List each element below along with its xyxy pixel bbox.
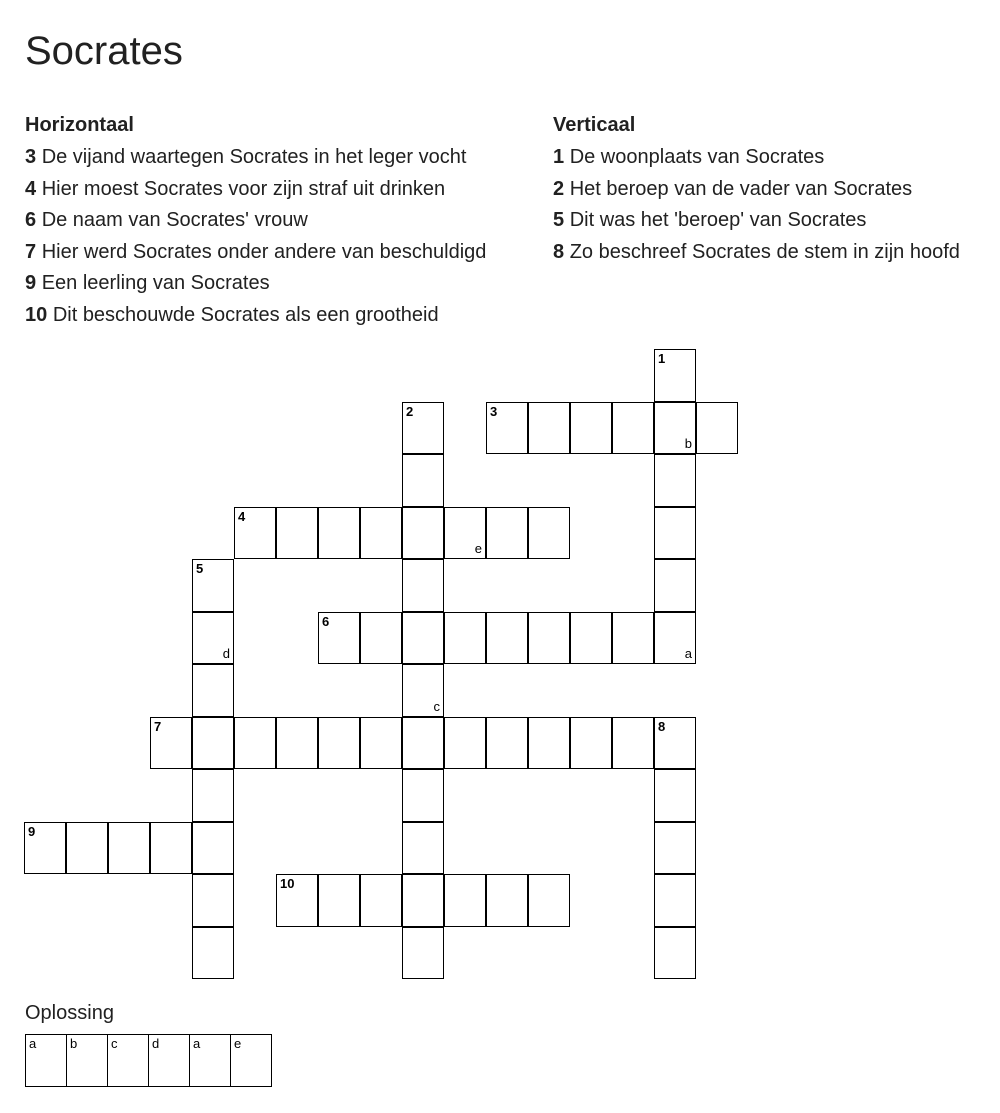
grid-cell[interactable] [360, 507, 402, 560]
grid-cell[interactable] [192, 664, 234, 717]
solution-letter: e [234, 1036, 242, 1051]
grid-cell[interactable] [192, 717, 234, 770]
grid-cell[interactable] [108, 822, 150, 875]
across-clue: 9 Een leerling van Socrates [25, 272, 270, 295]
down-clue: 8 Zo beschreef Socrates de stem in zijn hoofd [553, 240, 960, 263]
across-clues [25, 112, 486, 332]
grid-cell[interactable] [150, 717, 192, 770]
grid-cell[interactable] [444, 874, 486, 927]
clue-number: 8 [658, 718, 666, 734]
clue-number: 2 [406, 403, 414, 419]
grid-cell[interactable] [612, 717, 654, 770]
grid-cell[interactable] [444, 507, 486, 560]
grid-cell[interactable] [486, 717, 528, 770]
grid-cell[interactable] [192, 927, 234, 980]
solution-letter: b [70, 1036, 78, 1051]
grid-cell[interactable] [654, 612, 696, 665]
solution-cell[interactable] [148, 1034, 190, 1087]
down-clue: 5 Dit was het 'beroep' van Socrates [553, 209, 867, 232]
grid-cell[interactable] [444, 612, 486, 665]
grid-cell[interactable] [318, 507, 360, 560]
grid-cell[interactable] [654, 402, 696, 455]
grid-cell[interactable] [276, 874, 318, 927]
clue-number: 1 [658, 351, 666, 366]
grid-cell[interactable] [234, 717, 276, 770]
solution-cell[interactable] [25, 1034, 67, 1087]
down-heading: Verticaal [553, 114, 636, 136]
grid-cell[interactable] [402, 874, 444, 927]
grid-cell[interactable] [192, 822, 234, 875]
clue-number: 5 [196, 561, 204, 576]
grid-cell[interactable] [276, 507, 318, 560]
grid-cell[interactable] [360, 874, 402, 927]
clue-number: 6 [322, 613, 330, 629]
solution-marker: d [222, 646, 230, 661]
crossword-grid [25, 350, 745, 985]
clue-number: 7 [154, 718, 162, 734]
solution-marker: c [433, 698, 440, 714]
across-clue: 7 Hier werd Socrates onder andere van beschuldigd [25, 240, 487, 263]
grid-cell[interactable] [486, 874, 528, 927]
grid-cell[interactable] [402, 454, 444, 507]
grid-cell[interactable] [654, 769, 696, 822]
grid-cell[interactable] [696, 402, 738, 455]
grid-cell[interactable] [192, 874, 234, 927]
grid-cell[interactable] [570, 717, 612, 770]
grid-cell[interactable] [402, 559, 444, 612]
grid-cell[interactable] [234, 507, 276, 560]
solution-marker: a [684, 646, 692, 661]
grid-cell[interactable] [402, 822, 444, 875]
down-clue: 2 Het beroep van de vader van Socrates [553, 177, 913, 200]
grid-cell[interactable] [654, 822, 696, 875]
grid-cell[interactable] [486, 612, 528, 665]
grid-cell[interactable] [486, 507, 528, 560]
across-clue: 10 Dit beschouwde Socrates als een grootheid [25, 303, 439, 326]
grid-cell[interactable] [192, 559, 234, 612]
grid-cell[interactable] [402, 769, 444, 822]
grid-cell[interactable] [528, 874, 570, 927]
solution-cell[interactable] [189, 1034, 231, 1087]
across-clue: 4 Hier moest Socrates voor zijn straf uit drinken [25, 177, 446, 200]
grid-cell[interactable] [486, 402, 528, 455]
grid-cell[interactable] [24, 822, 66, 875]
grid-cell[interactable] [654, 927, 696, 980]
grid-cell[interactable] [654, 507, 696, 560]
grid-cell[interactable] [612, 402, 654, 455]
clue-number: 9 [28, 823, 36, 839]
solution-marker: e [474, 541, 482, 556]
solution-letter: a [29, 1036, 37, 1051]
solution-marker: b [684, 436, 692, 451]
grid-cell[interactable] [192, 612, 234, 665]
clue-number: 3 [490, 403, 498, 419]
grid-cell[interactable] [150, 822, 192, 875]
page-title: Socrates [25, 29, 183, 73]
grid-cell[interactable] [528, 402, 570, 455]
across-clue: 6 De naam van Socrates' vrouw [25, 209, 308, 232]
solution-letter: c [111, 1036, 118, 1051]
solution-row [25, 1034, 272, 1087]
solution-cell[interactable] [66, 1034, 108, 1087]
grid-cell[interactable] [654, 559, 696, 612]
solution-cell[interactable] [107, 1034, 149, 1087]
grid-cell[interactable] [276, 717, 318, 770]
grid-cell[interactable] [402, 927, 444, 980]
across-heading: Horizontaal [25, 114, 134, 136]
clue-number: 4 [238, 508, 246, 524]
grid-cell[interactable] [528, 612, 570, 665]
grid-cell[interactable] [444, 717, 486, 770]
grid-cell[interactable] [318, 717, 360, 770]
grid-cell[interactable] [570, 612, 612, 665]
grid-cell[interactable] [402, 664, 444, 717]
grid-cell[interactable] [528, 507, 570, 560]
grid-cell[interactable] [654, 454, 696, 507]
grid-cell[interactable] [66, 822, 108, 875]
down-clue: 1 De woonplaats van Socrates [553, 146, 825, 168]
grid-cell[interactable] [654, 349, 696, 402]
grid-cell[interactable] [570, 402, 612, 455]
grid-cell[interactable] [402, 612, 444, 665]
grid-cell[interactable] [402, 717, 444, 770]
grid-cell[interactable] [402, 402, 444, 455]
grid-cell[interactable] [360, 717, 402, 770]
grid-cell[interactable] [402, 507, 444, 560]
grid-cell[interactable] [318, 874, 360, 927]
across-clue: 3 De vijand waartegen Socrates in het leger vocht [25, 146, 467, 168]
grid-cell[interactable] [192, 769, 234, 822]
down-clues [553, 112, 960, 268]
solution-letter: d [152, 1036, 160, 1051]
solution-letter: a [193, 1036, 201, 1051]
grid-cell[interactable] [654, 874, 696, 927]
grid-cell[interactable] [612, 612, 654, 665]
solution-cell[interactable] [230, 1034, 272, 1087]
grid-cell[interactable] [654, 717, 696, 770]
solution-label: Oplossing [25, 1002, 114, 1024]
grid-cell[interactable] [528, 717, 570, 770]
clue-number: 10 [280, 876, 295, 891]
grid-cell[interactable] [318, 612, 360, 665]
grid-cell[interactable] [360, 612, 402, 665]
